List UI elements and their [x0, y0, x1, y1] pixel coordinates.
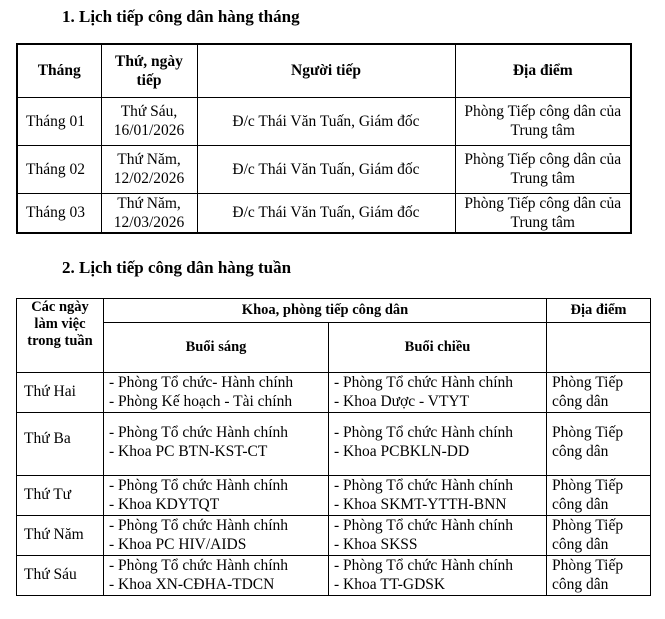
afternoon-line: - Phòng Tổ chức Hành chính	[334, 477, 514, 494]
place-cell: Phòng Tiếp công dân	[547, 476, 651, 516]
morning-line: - Phòng Tổ chức Hành chính	[109, 477, 289, 494]
weekly-schedule-table	[16, 298, 651, 596]
morning-cell	[104, 476, 329, 516]
table-row	[17, 193, 631, 233]
afternoon-line: - Khoa SKSS	[334, 536, 418, 553]
header-place: Địa điểm	[547, 299, 651, 323]
afternoon-line: - Phòng Tổ chức Hành chính	[334, 557, 514, 574]
afternoon-cell	[329, 413, 547, 476]
person-cell: Đ/c Thái Văn Tuấn, Giám đốc	[197, 145, 455, 193]
month-cell: Tháng 01	[17, 97, 101, 145]
header-date: Thứ, ngày tiếp	[101, 44, 197, 97]
table-row	[17, 373, 651, 413]
header-person: Người tiếp	[197, 44, 455, 97]
afternoon-line: - Khoa SKMT-YTTH-BNN	[334, 496, 507, 513]
afternoon-cell	[329, 373, 547, 413]
header-afternoon: Buổi chiều	[329, 323, 547, 373]
morning-line: - Phòng Tổ chức Hành chính	[109, 557, 289, 574]
place-cell: Phòng Tiếp công dân của Trung tâm	[455, 97, 631, 145]
morning-cell	[104, 556, 329, 596]
header-days: Các ngày làm việc trong tuần	[17, 299, 104, 373]
morning-line: - Phòng Tổ chức Hành chính	[109, 517, 289, 534]
table-row	[17, 413, 651, 476]
table-row	[17, 556, 651, 596]
section-1-title: 1. Lịch tiếp công dân hàng tháng	[62, 7, 300, 26]
morning-line: - Khoa PC BTN-KST-CT	[109, 443, 268, 460]
date-cell: Thứ Năm, 12/03/2026	[101, 193, 197, 233]
morning-line: - Khoa XN-CĐHA-TDCN	[109, 576, 275, 593]
morning-line: - Khoa KDYTQT	[109, 496, 220, 513]
table-subheader-row	[17, 323, 651, 373]
place-cell: Phòng Tiếp công dân	[547, 556, 651, 596]
table-row	[17, 476, 651, 516]
afternoon-cell	[329, 476, 547, 516]
section-2-title: 2. Lịch tiếp công dân hàng tuần	[62, 258, 292, 277]
afternoon-line: - Phòng Tổ chức Hành chính	[334, 374, 514, 391]
morning-line: - Phòng Tổ chức- Hành chính	[109, 374, 294, 391]
monthly-schedule-table	[16, 43, 632, 234]
table-header-row	[17, 299, 651, 323]
place-cell: Phòng Tiếp công dân của Trung tâm	[455, 145, 631, 193]
header-dept: Khoa, phòng tiếp công dân	[104, 299, 547, 323]
morning-line: - Khoa PC HIV/AIDS	[109, 536, 247, 553]
place-cell: Phòng Tiếp công dân của Trung tâm	[455, 193, 631, 233]
morning-cell	[104, 373, 329, 413]
day-cell: Thứ Hai	[17, 373, 104, 413]
date-cell: Thứ Sáu, 16/01/2026	[101, 97, 197, 145]
afternoon-cell	[329, 516, 547, 556]
afternoon-line: - Khoa Dược - VTYT	[334, 393, 470, 410]
table-row	[17, 516, 651, 556]
table-header-row	[17, 44, 631, 97]
morning-line: - Phòng Tổ chức Hành chính	[109, 424, 289, 441]
header-morning: Buổi sáng	[104, 323, 329, 373]
month-cell: Tháng 03	[17, 193, 101, 233]
header-place: Địa điểm	[455, 44, 631, 97]
afternoon-line: - Khoa TT-GDSK	[334, 576, 446, 593]
table-row	[17, 145, 631, 193]
day-cell: Thứ Năm	[17, 516, 104, 556]
morning-cell	[104, 516, 329, 556]
person-cell: Đ/c Thái Văn Tuấn, Giám đốc	[197, 97, 455, 145]
header-empty	[547, 323, 651, 373]
afternoon-line: - Phòng Tổ chức Hành chính	[334, 517, 514, 534]
person-cell: Đ/c Thái Văn Tuấn, Giám đốc	[197, 193, 455, 233]
day-cell: Thứ Sáu	[17, 556, 104, 596]
morning-cell	[104, 413, 329, 476]
date-cell: Thứ Năm, 12/02/2026	[101, 145, 197, 193]
place-cell: Phòng Tiếp công dân	[547, 516, 651, 556]
day-cell: Thứ Ba	[17, 413, 104, 476]
day-cell: Thứ Tư	[17, 476, 104, 516]
afternoon-cell	[329, 556, 547, 596]
afternoon-line: - Phòng Tổ chức Hành chính	[334, 424, 514, 441]
place-cell: Phòng Tiếp công dân	[547, 373, 651, 413]
header-month: Tháng	[17, 44, 101, 97]
table-row	[17, 97, 631, 145]
month-cell: Tháng 02	[17, 145, 101, 193]
place-cell: Phòng Tiếp công dân	[547, 413, 651, 476]
morning-line: - Phòng Kế hoạch - Tài chính	[109, 393, 293, 410]
afternoon-line: - Khoa PCBKLN-DD	[334, 443, 470, 460]
